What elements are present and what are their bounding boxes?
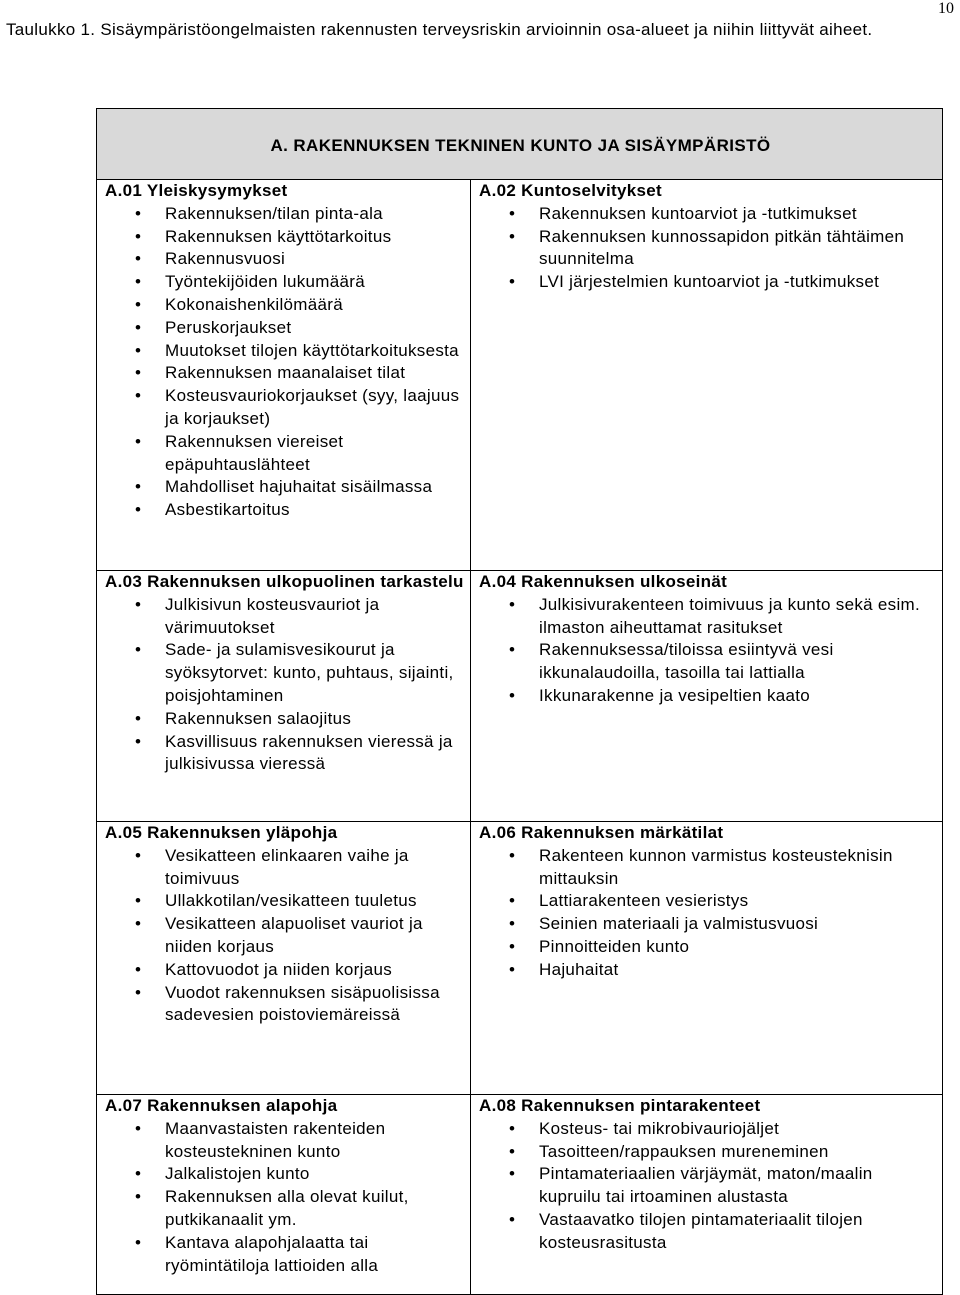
page-number: 10 [938, 0, 954, 17]
section-title: A.05 Rakennuksen yläpohja [105, 823, 338, 842]
topic-list [479, 1118, 936, 1255]
section-a02 [471, 180, 943, 571]
section-title: A.08 Rakennuksen pintarakenteet [479, 1096, 761, 1115]
list-item: • Hajuhaitat [539, 959, 936, 982]
list-item: • Rakennuksessa/tiloissa esiintyvä vesi ikkunalaudoilla, tasoilla tai lattialla [539, 639, 936, 685]
list-item: • Sade- ja sulamisvesikourut ja syöksytorvet: kunto, puhtaus, sijainti, poisjohtaminen [165, 639, 464, 707]
list-item: • Vesikatteen alapuoliset vauriot ja niiden korjaus [165, 913, 464, 959]
list-item: • Kasvillisuus rakennuksen vieressä ja julkisivussa vieressä [165, 731, 464, 777]
list-item: • Pinnoitteiden kunto [539, 936, 936, 959]
section-a06 [471, 822, 943, 1095]
topic-list [105, 845, 464, 1027]
list-item: • Vesikatteen elinkaaren vaihe ja toimivuus [165, 845, 464, 891]
list-item: • Pintamateriaalien värjäymät, maton/maalin kupruilu tai irtoaminen alustasta [539, 1163, 936, 1209]
list-item: • Rakennuksen alla olevat kuilut, putkikanaalit ym. [165, 1186, 464, 1232]
list-item: • Lattiarakenteen vesieristys [539, 890, 936, 913]
section-title: A.01 Yleiskysymykset [105, 181, 288, 200]
list-item: • Rakennuksen käyttötarkoitus [165, 226, 464, 249]
topic-list [479, 203, 936, 294]
table-caption: Taulukko 1. Sisäympäristöongelmaisten rakennusten terveysriskin arvioinnin osa-alueet ja niihin liittyvät aiheet. [6, 20, 873, 39]
list-item: • Muutokset tilojen käyttötarkoituksesta [165, 340, 464, 363]
section-a01 [97, 180, 471, 571]
list-item: • Työntekijöiden lukumäärä [165, 271, 464, 294]
table-header: A. RAKENNUKSEN TEKNINEN KUNTO JA SISÄYMPÄRISTÖ [97, 109, 943, 180]
list-item: • Rakennuksen kunnossapidon pitkän tähtäimen suunnitelma [539, 226, 936, 272]
list-item: • Kantava alapohjalaatta tai ryömintätiloja lattioiden alla [165, 1232, 464, 1278]
list-item: • Kattovuodot ja niiden korjaus [165, 959, 464, 982]
list-item: • Rakennuksen kuntoarviot ja -tutkimukset [539, 203, 936, 226]
section-a07 [97, 1095, 471, 1295]
list-item: • Mahdolliset hajuhaitat sisäilmassa [165, 476, 464, 499]
list-item: • Ullakkotilan/vesikatteen tuuletus [165, 890, 464, 913]
list-item: • Julkisivurakenteen toimivuus ja kunto sekä esim. ilmaston aiheuttamat rasitukset [539, 594, 936, 640]
topic-list [105, 1118, 464, 1278]
section-title: A.06 Rakennuksen märkätilat [479, 823, 724, 842]
list-item: • Rakennuksen viereiset epäpuhtauslähteet [165, 431, 464, 477]
list-item: • Vastaavatko tilojen pintamateriaalit tilojen kosteusrasitusta [539, 1209, 936, 1255]
list-item: • Kosteus- tai mikrobivauriojäljet [539, 1118, 936, 1141]
list-item: • Rakennuksen maanalaiset tilat [165, 362, 464, 385]
list-item: • Ikkunarakenne ja vesipeltien kaato [539, 685, 936, 708]
list-item: • Seinien materiaali ja valmistusvuosi [539, 913, 936, 936]
list-item: • LVI järjestelmien kuntoarviot ja -tutkimukset [539, 271, 936, 294]
section-a04 [471, 571, 943, 822]
list-item: • Tasoitteen/rappauksen mureneminen [539, 1141, 936, 1164]
assessment-table [96, 108, 943, 1295]
section-a05 [97, 822, 471, 1095]
list-item: • Kokonaishenkilömäärä [165, 294, 464, 317]
list-item: • Kosteusvauriokorjaukset (syy, laajuus ja korjaukset) [165, 385, 464, 431]
list-item: • Jalkalistojen kunto [165, 1163, 464, 1186]
section-title: A.03 Rakennuksen ulkopuolinen tarkastelu [105, 572, 464, 591]
list-item: • Rakennusvuosi [165, 248, 464, 271]
list-item: • Asbestikartoitus [165, 499, 464, 522]
section-title: A.07 Rakennuksen alapohja [105, 1096, 338, 1115]
list-item: • Vuodot rakennuksen sisäpuolisissa sadevesien poistoviemäreissä [165, 982, 464, 1028]
topic-list [479, 594, 936, 708]
section-title: A.02 Kuntoselvitykset [479, 181, 662, 200]
list-item: • Rakenteen kunnon varmistus kosteusteknisin mittauksin [539, 845, 936, 891]
list-item: • Rakennuksen/tilan pinta-ala [165, 203, 464, 226]
topic-list [105, 203, 464, 522]
list-item: • Rakennuksen salaojitus [165, 708, 464, 731]
list-item: • Peruskorjaukset [165, 317, 464, 340]
list-item: • Julkisivun kosteusvauriot ja värimuutokset [165, 594, 464, 640]
section-a03 [97, 571, 471, 822]
section-a08 [471, 1095, 943, 1295]
topic-list [105, 594, 464, 776]
section-title: A.04 Rakennuksen ulkoseinät [479, 572, 728, 591]
topic-list [479, 845, 936, 982]
list-item: • Maanvastaisten rakenteiden kosteustekninen kunto [165, 1118, 464, 1164]
